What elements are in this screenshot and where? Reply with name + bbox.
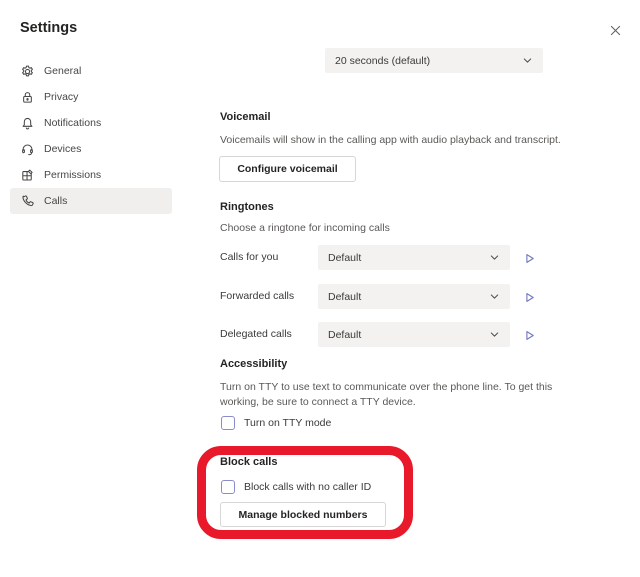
accessibility-description-line1: Turn on TTY to use text to communicate over the phone line. To get this (220, 381, 553, 393)
chevron-down-icon (489, 252, 500, 263)
configure-voicemail-button[interactable]: Configure voicemail (219, 156, 356, 182)
tty-mode-row (221, 416, 331, 430)
play-icon (523, 329, 537, 342)
block-no-caller-id-row (221, 480, 371, 494)
sidebar-item-label: Notifications (44, 117, 102, 129)
page-title: Settings (20, 20, 78, 36)
ringtone-dropdown-calls-for-you[interactable] (318, 245, 510, 270)
block-no-caller-id-checkbox[interactable] (221, 480, 235, 494)
grid-icon (20, 168, 35, 183)
sidebar-item-label: Devices (44, 143, 82, 155)
play-icon (523, 252, 537, 265)
play-ringtone-button[interactable] (523, 328, 537, 342)
sidebar-item-label: General (44, 65, 82, 77)
ringtones-description: Choose a ringtone for incoming calls (220, 222, 390, 234)
ringtones-heading: Ringtones (220, 201, 274, 213)
voicemail-heading: Voicemail (220, 111, 271, 123)
ringtone-value: Default (328, 290, 362, 303)
chevron-down-icon (489, 329, 500, 340)
ringtone-row-label: Delegated calls (220, 328, 292, 340)
play-icon (523, 291, 537, 304)
sidebar-item-notifications[interactable] (10, 110, 172, 136)
headset-icon (20, 142, 35, 157)
block-no-caller-id-label: Block calls with no caller ID (244, 481, 372, 493)
ringtone-value: Default (328, 328, 362, 341)
phone-icon (20, 194, 35, 209)
sidebar-item-label: Permissions (44, 169, 102, 181)
sidebar-item-privacy[interactable] (10, 84, 172, 110)
tty-mode-checkbox[interactable] (221, 416, 235, 430)
bell-icon (20, 116, 35, 131)
accessibility-description-line2: working, be sure to connect a TTY device. (220, 396, 416, 408)
ringtone-dropdown-forwarded-calls[interactable] (318, 284, 510, 309)
ringtone-row-label: Calls for you (220, 251, 279, 263)
ringtone-row-label: Forwarded calls (220, 290, 295, 302)
ring-duration-value: 20 seconds (default) (335, 54, 431, 67)
ringtone-dropdown-delegated-calls[interactable] (318, 322, 510, 347)
gear-icon (20, 64, 35, 79)
sidebar-item-calls[interactable] (10, 188, 172, 214)
play-ringtone-button[interactable] (523, 251, 537, 265)
voicemail-description: Voicemails will show in the calling app with audio playback and transcript. (220, 134, 561, 146)
manage-blocked-numbers-button[interactable]: Manage blocked numbers (220, 502, 386, 527)
accessibility-heading: Accessibility (220, 358, 288, 370)
ring-duration-dropdown[interactable] (325, 48, 543, 73)
ringtone-value: Default (328, 251, 362, 264)
sidebar-item-permissions[interactable] (10, 162, 172, 188)
settings-sidebar (10, 58, 172, 214)
sidebar-item-label: Privacy (44, 91, 79, 103)
tty-mode-label: Turn on TTY mode (244, 417, 332, 429)
chevron-down-icon (522, 55, 533, 66)
chevron-down-icon (489, 291, 500, 302)
block-calls-heading: Block calls (220, 456, 278, 468)
sidebar-item-label: Calls (44, 195, 68, 207)
sidebar-item-general[interactable] (10, 58, 172, 84)
sidebar-item-devices[interactable] (10, 136, 172, 162)
play-ringtone-button[interactable] (523, 290, 537, 304)
lock-icon (20, 90, 35, 105)
close-button[interactable] (606, 21, 624, 39)
close-icon (610, 25, 621, 36)
